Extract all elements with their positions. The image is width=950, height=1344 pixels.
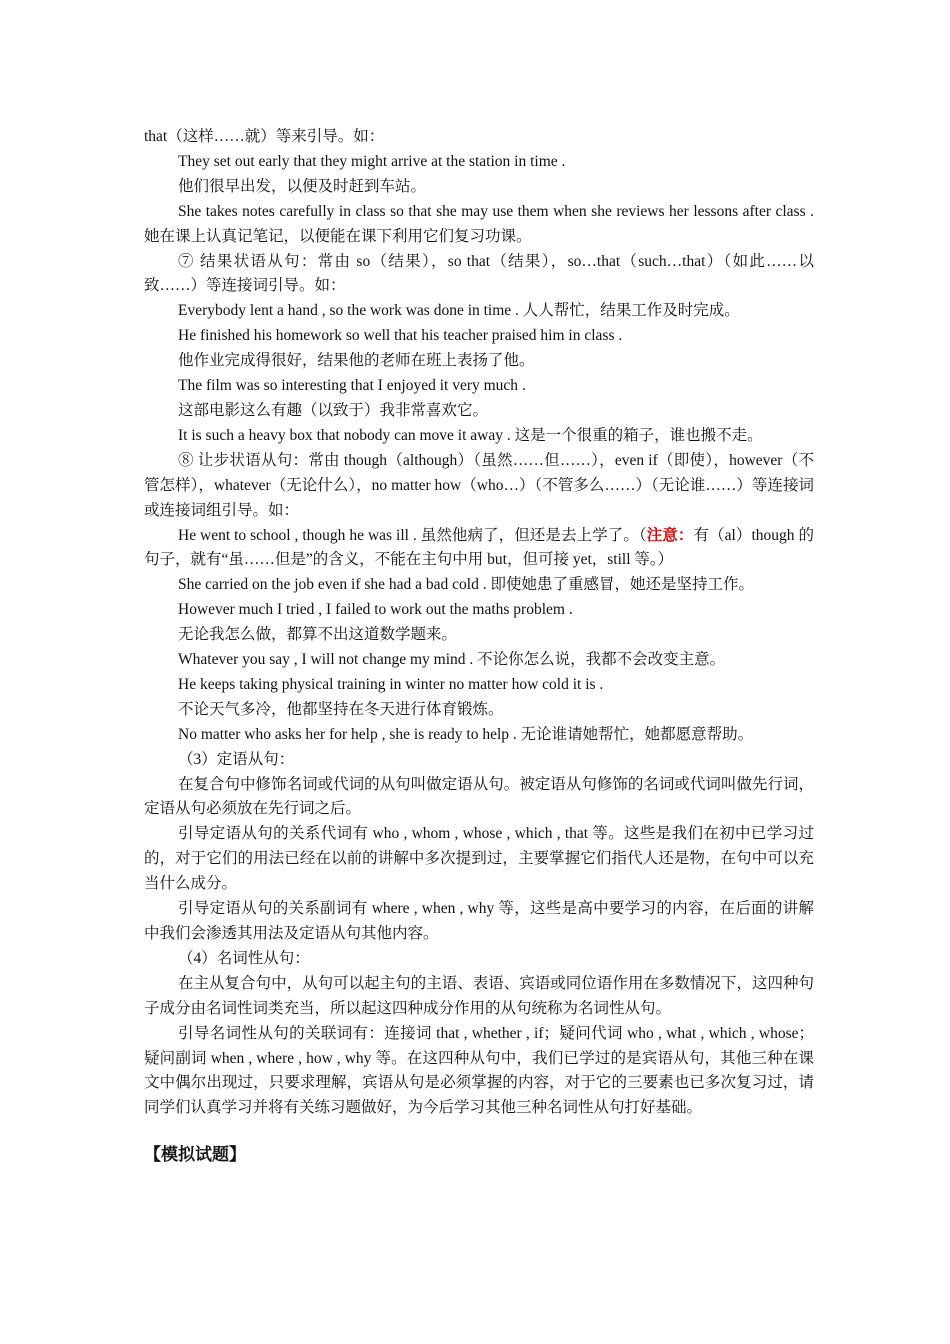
example-sentence-en: Whatever you say , I will not change my mind . 不论你怎么说，我都不会改变主意。 [178, 651, 726, 669]
example-translation: 他作业完成得很好，结果他的老师在班上表扬了他。 [178, 352, 535, 370]
note-text: 有（al）though 的句子，就有“虽……但是”的含义，不能在主句中用 but，但可接 yet，still 等。） [144, 526, 814, 569]
paragraph: 引导定语从句的关系副词有 where , when , why 等，这些是高中要学习的内容，在后面的讲解中我们会渗透其用法及定语从句其他内容。 [144, 900, 814, 942]
example-sentence-en: The film was so interesting that I enjoyed it very much . [178, 377, 526, 395]
example-sentence-en: She takes notes carefully in class so that she may use them when she reviews her lessons after class . 她在课上认真记笔记，以便能在课下利用它们复习功课。 [144, 202, 814, 245]
paragraph: 引导定语从句的关系代词有 who , whom , whose , which , that 等。这些是我们在初中已学习过的，对于它们的用法已经在以前的讲解中多次提到过，主要掌握它们指代人还是物，在句中可以充当什么成分。 [144, 825, 814, 893]
example-translation: 这部电影这么有趣（以致于）我非常喜欢它。 [178, 401, 489, 419]
example-sentence-en: They set out early that they might arrive at the station in time . [178, 152, 566, 170]
example-translation: 他们很早出发，以便及时赶到车站。 [178, 177, 427, 195]
example-sentence-en: He keeps taking physical training in winter no matter how cold it is . [178, 675, 604, 693]
example-sentence-en: However much I tried , I failed to work out the maths problem . [178, 601, 573, 619]
text-line: that（这样……就）等来引导。如： [144, 128, 385, 145]
example-with-note [144, 524, 814, 574]
paragraph: 引导名词性从句的关联词有：连接词 that , whether , if；疑问代词 who , what , which , whose；疑问副词 when , where , how , why 等。在这四种从句中，我们已学过的是宾语从句，其他三种在课文中偶尔出现过，只要求理解，宾语从句是必须掌握的内容，对于它的三要素也已多次复习过，请同学们认真学习并将有关练习题做好，为今后学习其他三种名词性从句打好基础。 [144, 1024, 814, 1117]
example-sentence-en: No matter who asks her for help , she is ready to help . 无论谁请她帮忙，她都愿意帮助。 [178, 725, 754, 743]
section-attributive-clause: （3）定语从句： [178, 750, 295, 768]
section-nominal-clause: （4）名词性从句： [178, 949, 310, 967]
section-heading: 【模拟试题】 [144, 1145, 246, 1166]
example-translation: 不论天气多冷，他都坚持在冬天进行体育锻炼。 [178, 700, 504, 718]
example-sentence-en: Everybody lent a hand , so the work was done in time . 人人帮忙，结果工作及时完成。 [178, 302, 740, 320]
paragraph: 在复合句中修饰名词或代词的从句叫做定语从句。被定语从句修饰的名词或代词叫做先行词，定语从句必须放在先行词之后。 [144, 775, 814, 818]
example-text: He went to school , though he was ill . 虽然他病了，但还是去上学了。（ [178, 526, 647, 544]
example-sentence-en: It is such a heavy box that nobody can move it away . 这是一个很重的箱子，谁也搬不走。 [178, 426, 763, 444]
document-page [144, 125, 814, 1168]
example-sentence-en: She carried on the job even if she had a bad cold . 即使她患了重感冒，她还是坚持工作。 [178, 576, 754, 594]
example-sentence-en: He finished his homework so well that his teacher praised him in class . [178, 327, 623, 345]
example-translation: 无论我怎么做，都算不出这道数学题来。 [178, 626, 458, 644]
section-concession-clause: ⑧ 让步状语从句：常由 though（although）（虽然……但……），even if（即使），however（不管怎样），whatever（无论什么），no matter how（who…）（不管多么……）（无论谁……）等连接词或连接词组引导。如： [144, 451, 814, 519]
paragraph: 在主从复合句中，从句可以起主句的主语、表语、宾语或同位语作用在多数情况下，这四种句子成分由名词性词类充当，所以起这四种成分作用的从句统称为名词性从句。 [144, 974, 814, 1017]
section-result-clause: ⑦ 结果状语从句：常由 so（结果），so that（结果），so…that（such…that）（如此……以致……）等连接词引导。如： [144, 252, 814, 295]
note-label: 注意： [646, 526, 694, 544]
